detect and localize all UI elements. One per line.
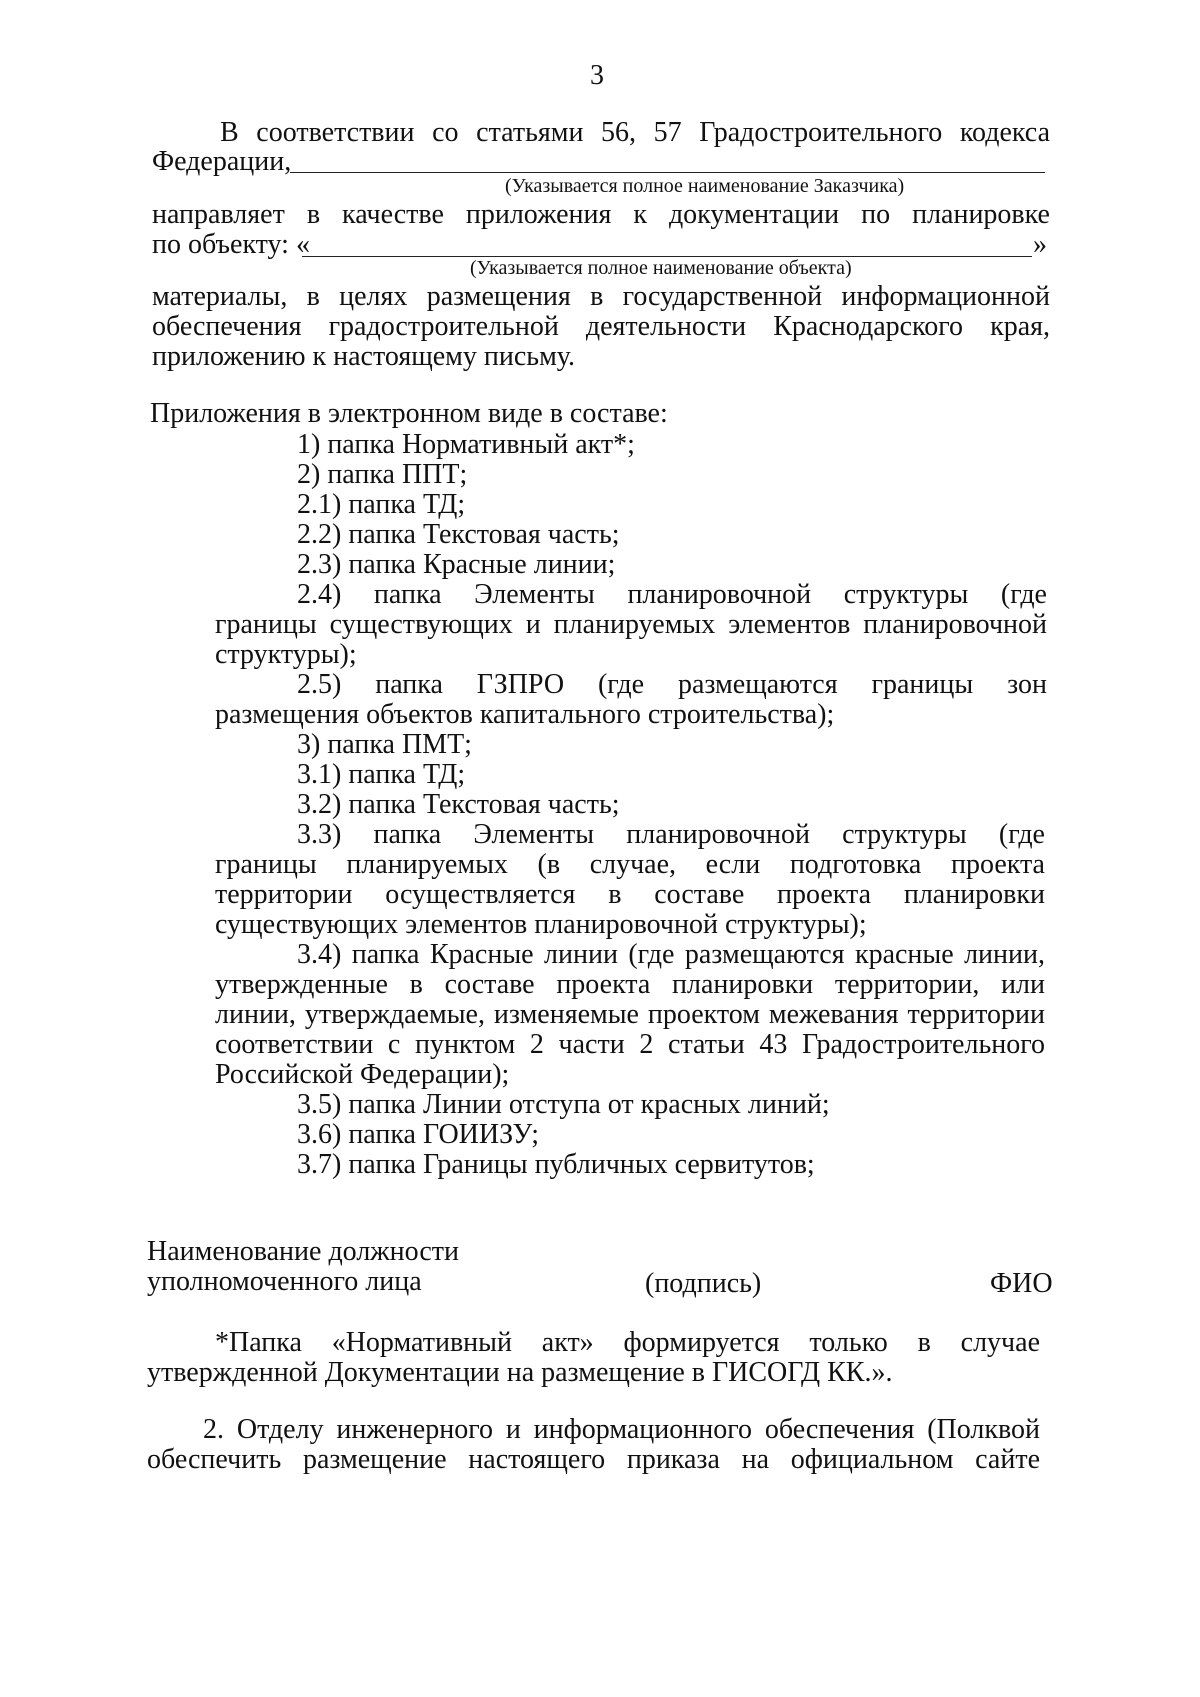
attachment-item: 3) папка ПМТ; — [297, 729, 472, 760]
attachment-item: 2.2) папка Текстовая часть; — [297, 519, 620, 550]
attachment-item: 2.4) папка Элементы планировочной структуры (где — [297, 579, 1047, 610]
intro-line-4-prefix: по объекту: « — [152, 229, 310, 260]
customer-name-blank — [290, 172, 1045, 173]
intro-line-3: направляет в качестве приложения к документации по планировке — [152, 199, 1050, 230]
attachment-item: 2.5) папка ГЗПРО (где размещаются границы зон — [297, 669, 1047, 700]
intro-line-7: приложению к настоящему письму. — [152, 341, 575, 372]
attachment-item: 3.3) папка Элементы планировочной структуры (где — [297, 819, 1045, 850]
object-hint: (Указывается полное наименование объекта) — [470, 257, 852, 279]
intro-line-6: обеспечения градостроительной деятельности Краснодарского края, — [152, 311, 1050, 342]
item-2-line-1: 2. Отделу инженерного и информационного обеспечения (Полквой — [203, 1414, 1040, 1445]
intro-line-5: материалы, в целях размещения в государственной информационной — [152, 281, 1050, 312]
attachment-item-cont: утвержденные в составе проекта планировки территории, или — [215, 969, 1045, 1000]
attachment-item: 3.5) папка Линии отступа от красных линий; — [297, 1089, 830, 1120]
signatory-position-line-1: Наименование должности — [147, 1236, 459, 1267]
footnote-line-1: *Папка «Нормативный акт» формируется только в случае — [215, 1327, 1040, 1358]
attachment-item-cont: существующих элементов планировочной структуры); — [215, 909, 867, 940]
attachment-item-cont: территории осуществляется в составе проекта планировки — [215, 879, 1045, 910]
page-number: 3 — [590, 60, 604, 91]
attachments-heading: Приложения в электронном виде в составе: — [150, 398, 668, 429]
attachment-item-cont: размещения объектов капитального строительства); — [215, 699, 835, 730]
attachment-item-cont: границы существующих и планируемых элементов планировочной — [215, 609, 1047, 640]
item-2-line-2: обеспечить размещение настоящего приказа на официальном сайте — [147, 1444, 1040, 1475]
signature-label: (подпись) — [645, 1268, 762, 1299]
attachment-item: 3.6) папка ГОИИЗУ; — [297, 1119, 539, 1150]
intro-line-1: В соответствии со статьями 56, 57 Градостроительного кодекса — [220, 117, 1050, 148]
attachment-item: 2.3) папка Красные линии; — [297, 549, 616, 580]
name-label: ФИО — [990, 1268, 1053, 1299]
attachment-item: 3.4) папка Красные линии (где размещаются красные линии, — [297, 939, 1045, 970]
signatory-position-line-2: уполномоченного лица — [147, 1266, 422, 1297]
attachment-item: 3.1) папка ТД; — [297, 759, 466, 790]
attachment-item-cont: границы планируемых (в случае, если подготовка проекта — [215, 849, 1045, 880]
attachment-item: 3.7) папка Границы публичных сервитутов; — [297, 1149, 815, 1180]
attachment-item-cont: структуры); — [215, 639, 357, 670]
intro-line-2: Федерации, — [152, 146, 292, 177]
attachment-item: 3.2) папка Текстовая часть; — [297, 789, 620, 820]
attachment-item: 2) папка ППТ; — [297, 459, 468, 490]
attachment-item-cont: линии, утверждаемые, изменяемые проектом межевания территории — [215, 999, 1045, 1030]
attachment-item: 1) папка Нормативный акт*; — [297, 429, 635, 460]
attachment-item-cont: соответствии с пунктом 2 части 2 статьи 43 Градостроительного — [215, 1029, 1045, 1060]
footnote-line-2: утвержденной Документации на размещение в ГИСОГД КК.». — [147, 1357, 893, 1388]
customer-hint: (Указывается полное наименование Заказчика) — [505, 175, 905, 197]
intro-line-4-suffix: » — [1033, 229, 1047, 260]
attachment-item: 2.1) папка ТД; — [297, 489, 466, 520]
attachment-item-cont: Российской Федерации); — [215, 1059, 510, 1090]
